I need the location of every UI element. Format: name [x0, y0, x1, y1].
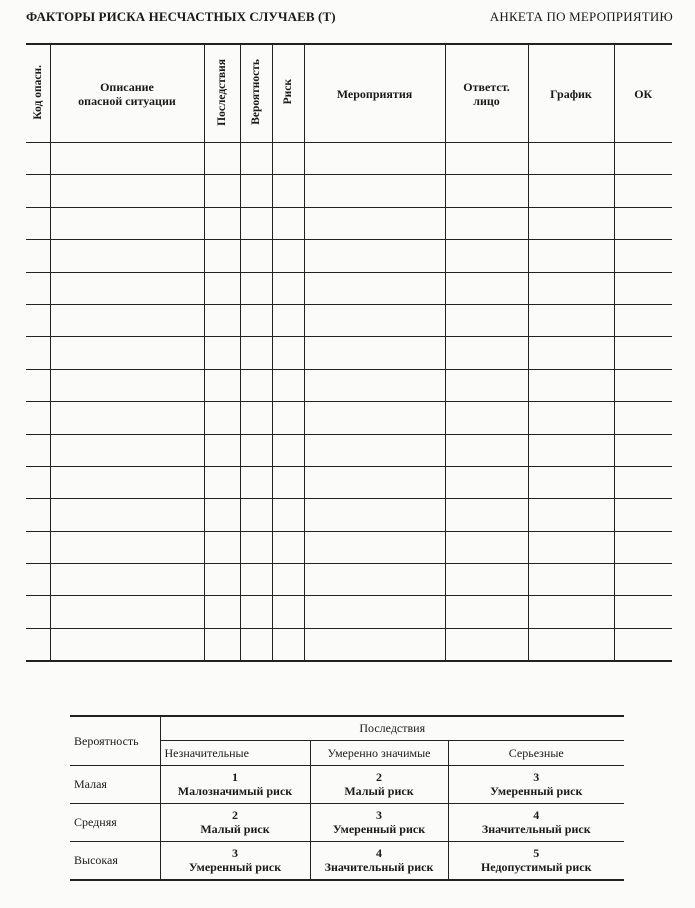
form-cell[interactable]: [240, 369, 272, 401]
col-schedule: График: [528, 44, 614, 143]
form-cell[interactable]: [304, 466, 445, 498]
form-cell[interactable]: [26, 272, 50, 304]
form-cell[interactable]: [50, 564, 204, 596]
form-cell[interactable]: [528, 337, 614, 369]
form-cell[interactable]: [26, 369, 50, 401]
consequence-level-serious: Серьезные: [448, 741, 624, 766]
risk-cell: 5 Недопустимый риск: [448, 842, 624, 881]
col-consequences: Последствия: [204, 44, 240, 143]
form-row: [26, 531, 672, 563]
form-cell[interactable]: [240, 531, 272, 563]
form-cell[interactable]: [614, 531, 672, 563]
form-cell[interactable]: [272, 369, 304, 401]
form-cell[interactable]: [50, 369, 204, 401]
col-ok: ОК: [614, 44, 672, 143]
form-cell[interactable]: [445, 304, 528, 336]
form-cell[interactable]: [240, 434, 272, 466]
form-cell[interactable]: [50, 531, 204, 563]
probability-label: Малая: [70, 766, 160, 804]
document-title: ФАКТОРЫ РИСКА НЕСЧАСТНЫХ СЛУЧАЕВ (Т): [26, 9, 336, 24]
form-row: [26, 596, 672, 628]
form-cell[interactable]: [26, 596, 50, 628]
form-row: [26, 434, 672, 466]
risk-cell: 4 Значительный риск: [310, 842, 448, 881]
form-cell[interactable]: [614, 564, 672, 596]
form-cell[interactable]: [50, 596, 204, 628]
form-cell[interactable]: [50, 337, 204, 369]
form-cell[interactable]: [240, 402, 272, 434]
risk-cell: 3 Умеренный риск: [448, 766, 624, 804]
form-row: [26, 499, 672, 531]
form-cell[interactable]: [204, 402, 240, 434]
form-cell[interactable]: [204, 304, 240, 336]
form-cell[interactable]: [304, 596, 445, 628]
consequence-level-moderate: Умеренно значимые: [310, 741, 448, 766]
col-risk: Риск: [272, 44, 304, 143]
form-cell[interactable]: [445, 207, 528, 239]
form-cell[interactable]: [26, 304, 50, 336]
col-measures: Мероприятия: [304, 44, 445, 143]
form-cell[interactable]: [445, 337, 528, 369]
form-cell[interactable]: [304, 434, 445, 466]
form-cell[interactable]: [528, 434, 614, 466]
form-cell[interactable]: [528, 272, 614, 304]
form-cell[interactable]: [272, 564, 304, 596]
form-cell[interactable]: [240, 304, 272, 336]
form-cell[interactable]: [26, 466, 50, 498]
form-cell[interactable]: [204, 143, 240, 175]
form-cell[interactable]: [614, 402, 672, 434]
form-row: [26, 304, 672, 336]
risk-cell: 1 Малозначимый риск: [160, 766, 310, 804]
form-cell[interactable]: [204, 628, 240, 661]
form-cell[interactable]: [204, 531, 240, 563]
form-name: АНКЕТА ПО МЕРОПРИЯТИЮ: [489, 9, 673, 24]
form-row: [26, 207, 672, 239]
form-cell[interactable]: [304, 272, 445, 304]
form-cell[interactable]: [272, 337, 304, 369]
form-cell[interactable]: [26, 143, 50, 175]
form-cell[interactable]: [50, 434, 204, 466]
form-cell[interactable]: [240, 337, 272, 369]
form-cell[interactable]: [204, 499, 240, 531]
form-cell[interactable]: [304, 175, 445, 207]
form-cell[interactable]: [204, 466, 240, 498]
risk-cell: 4 Значительный риск: [448, 804, 624, 842]
form-cell[interactable]: [445, 499, 528, 531]
form-cell[interactable]: [304, 369, 445, 401]
form-cell[interactable]: [304, 531, 445, 563]
form-cell[interactable]: [614, 337, 672, 369]
form-cell[interactable]: [240, 564, 272, 596]
form-cell[interactable]: [26, 628, 50, 661]
form-cell[interactable]: [26, 207, 50, 239]
form-cell[interactable]: [304, 337, 445, 369]
form-cell[interactable]: [204, 369, 240, 401]
probability-label: Высокая: [70, 842, 160, 881]
form-cell[interactable]: [445, 175, 528, 207]
form-cell[interactable]: [50, 240, 204, 272]
form-cell[interactable]: [204, 337, 240, 369]
form-cell[interactable]: [614, 272, 672, 304]
form-cell[interactable]: [272, 434, 304, 466]
form-cell[interactable]: [240, 240, 272, 272]
form-cell[interactable]: [528, 596, 614, 628]
form-cell[interactable]: [445, 143, 528, 175]
form-cell[interactable]: [272, 207, 304, 239]
form-cell[interactable]: [614, 499, 672, 531]
consequences-header: Последствия: [160, 716, 624, 741]
form-cell[interactable]: [50, 304, 204, 336]
form-cell[interactable]: [272, 240, 304, 272]
consequence-level-insignificant: Незначительные: [160, 741, 310, 766]
form-cell[interactable]: [240, 596, 272, 628]
form-cell[interactable]: [272, 499, 304, 531]
form-cell[interactable]: [445, 564, 528, 596]
form-cell[interactable]: [204, 175, 240, 207]
form-cell[interactable]: [445, 240, 528, 272]
form-cell[interactable]: [240, 143, 272, 175]
form-cell[interactable]: [272, 175, 304, 207]
form-cell[interactable]: [614, 628, 672, 661]
risk-cell: 3 Умеренный риск: [310, 804, 448, 842]
form-cell[interactable]: [614, 466, 672, 498]
form-cell[interactable]: [26, 175, 50, 207]
form-cell[interactable]: [50, 628, 204, 661]
col-description: Описание опасной ситуации: [50, 44, 204, 143]
form-cell[interactable]: [272, 143, 304, 175]
form-cell[interactable]: [528, 240, 614, 272]
form-cell[interactable]: [304, 143, 445, 175]
matrix-header-row: [70, 716, 624, 741]
form-cell[interactable]: [26, 402, 50, 434]
form-row: [26, 240, 672, 272]
form-cell[interactable]: [26, 240, 50, 272]
form-row: [26, 337, 672, 369]
form-cell[interactable]: [614, 207, 672, 239]
form-cell[interactable]: [204, 272, 240, 304]
form-cell[interactable]: [528, 402, 614, 434]
form-cell[interactable]: [304, 499, 445, 531]
form-cell[interactable]: [240, 466, 272, 498]
form-row: [26, 175, 672, 207]
form-body: [26, 143, 672, 662]
form-cell[interactable]: [528, 466, 614, 498]
form-cell[interactable]: [50, 466, 204, 498]
form-row: [26, 628, 672, 661]
form-cell[interactable]: [204, 207, 240, 239]
form-cell[interactable]: [528, 143, 614, 175]
form-cell[interactable]: [50, 175, 204, 207]
form-row: [26, 272, 672, 304]
form-cell[interactable]: [240, 499, 272, 531]
form-cell[interactable]: [445, 628, 528, 661]
risk-cell: 2 Малый риск: [160, 804, 310, 842]
form-row: [26, 564, 672, 596]
form-cell[interactable]: [528, 564, 614, 596]
form-cell[interactable]: [50, 499, 204, 531]
form-cell[interactable]: [304, 564, 445, 596]
form-cell[interactable]: [445, 596, 528, 628]
form-cell[interactable]: [304, 304, 445, 336]
form-cell[interactable]: [50, 207, 204, 239]
form-cell[interactable]: [614, 143, 672, 175]
form-cell[interactable]: [614, 240, 672, 272]
matrix-row-medium: [70, 804, 624, 842]
form-cell[interactable]: [445, 369, 528, 401]
form-cell[interactable]: [528, 499, 614, 531]
form-cell[interactable]: [50, 143, 204, 175]
form-cell[interactable]: [50, 272, 204, 304]
form-cell[interactable]: [272, 531, 304, 563]
form-header-row: [26, 44, 672, 143]
probability-label: Средняя: [70, 804, 160, 842]
form-cell[interactable]: [445, 402, 528, 434]
form-cell[interactable]: [304, 207, 445, 239]
form-cell[interactable]: [240, 272, 272, 304]
form-row: [26, 369, 672, 401]
form-cell[interactable]: [445, 434, 528, 466]
form-cell[interactable]: [240, 175, 272, 207]
form-cell[interactable]: [528, 531, 614, 563]
form-cell[interactable]: [26, 531, 50, 563]
form-cell[interactable]: [528, 175, 614, 207]
form-cell[interactable]: [26, 499, 50, 531]
form-cell[interactable]: [26, 337, 50, 369]
form-cell[interactable]: [272, 272, 304, 304]
form-cell[interactable]: [240, 207, 272, 239]
form-cell[interactable]: [204, 564, 240, 596]
form-cell[interactable]: [445, 531, 528, 563]
form-cell[interactable]: [272, 466, 304, 498]
form-cell[interactable]: [204, 434, 240, 466]
form-cell[interactable]: [304, 240, 445, 272]
form-cell[interactable]: [614, 596, 672, 628]
form-row: [26, 143, 672, 175]
form-cell[interactable]: [614, 304, 672, 336]
form-cell[interactable]: [272, 304, 304, 336]
form-cell[interactable]: [445, 272, 528, 304]
form-cell[interactable]: [26, 434, 50, 466]
col-hazard-code: Код опасн.: [26, 44, 50, 143]
col-probability: Вероятность: [240, 44, 272, 143]
form-cell[interactable]: [528, 304, 614, 336]
risk-cell: 2 Малый риск: [310, 766, 448, 804]
matrix-row-low: [70, 766, 624, 804]
probability-header: Вероятность: [70, 716, 160, 766]
form-row: [26, 466, 672, 498]
col-responsible: Ответст. лицо: [445, 44, 528, 143]
form-cell[interactable]: [614, 369, 672, 401]
form-cell[interactable]: [614, 434, 672, 466]
form-cell[interactable]: [204, 596, 240, 628]
risk-cell: 3 Умеренный риск: [160, 842, 310, 881]
form-cell[interactable]: [528, 369, 614, 401]
form-cell[interactable]: [272, 402, 304, 434]
form-cell[interactable]: [240, 628, 272, 661]
form-cell[interactable]: [445, 466, 528, 498]
form-cell[interactable]: [528, 628, 614, 661]
form-cell[interactable]: [614, 175, 672, 207]
matrix-row-high: [70, 842, 624, 881]
form-row: [26, 402, 672, 434]
form-cell[interactable]: [528, 207, 614, 239]
risk-matrix-table: [70, 715, 624, 881]
form-cell[interactable]: [204, 240, 240, 272]
form-cell[interactable]: [272, 596, 304, 628]
form-cell[interactable]: [50, 402, 204, 434]
form-cell[interactable]: [26, 564, 50, 596]
risk-form-table: [26, 43, 672, 662]
form-cell[interactable]: [304, 628, 445, 661]
form-cell[interactable]: [272, 628, 304, 661]
form-cell[interactable]: [304, 402, 445, 434]
